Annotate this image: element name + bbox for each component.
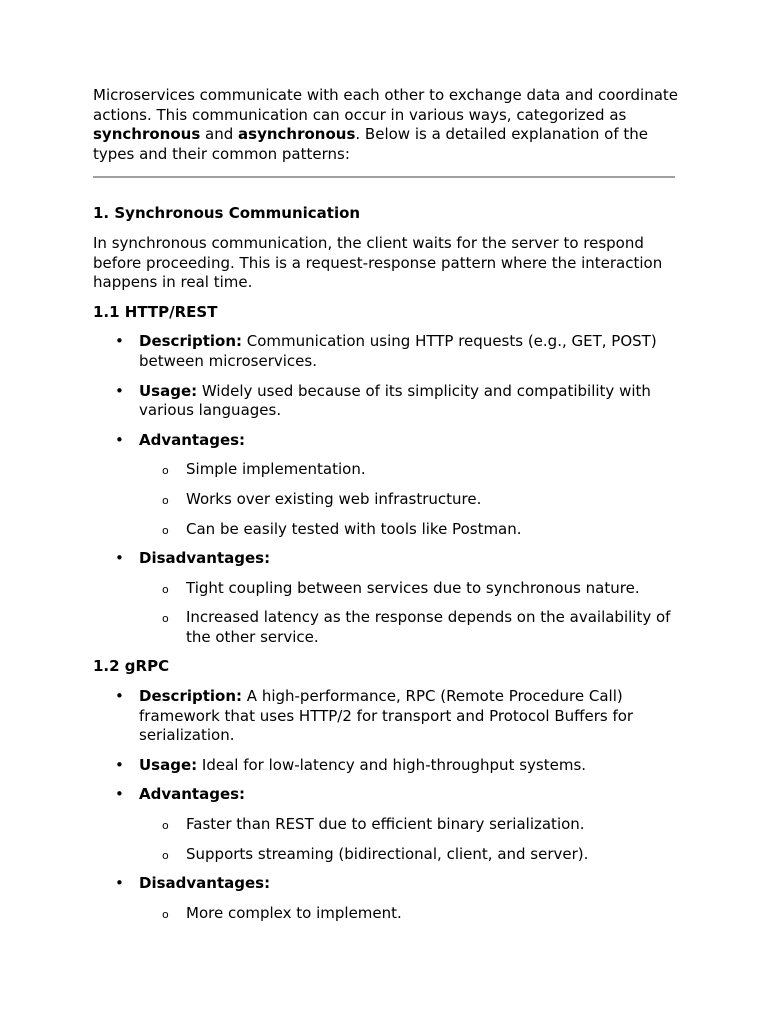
list-item: [139, 460, 683, 480]
usage-text: Widely used because of its simplicity and compatibility with various languages.: [139, 381, 651, 420]
intro-bold-synchronous: synchronous: [93, 125, 201, 144]
disadvantages-sublist: [139, 904, 683, 924]
disadvantages-label: Disadvantages:: [139, 549, 271, 568]
bullet-dot-icon: •: [115, 332, 124, 351]
usage-text: Ideal for low-latency and high-throughput systems.: [197, 755, 587, 774]
description-text: Communication using HTTP requests (e.g., GET, POST) between microservices.: [139, 332, 657, 370]
disadvantage-text: Tight coupling between services due to synchronous nature.: [186, 578, 640, 597]
intro-text-before: Microservices communicate with each other to exchange data and coordinate actions. This communication can occur in various ways, categorized as: [93, 86, 679, 124]
bullet-dot-icon: •: [115, 687, 124, 706]
http-rest-list: [93, 332, 683, 647]
bullet-circle-icon: o: [162, 493, 169, 507]
list-item: [139, 520, 683, 540]
section-paragraph: In synchronous communication, the client waits for the server to respond before proceeding. This is a request-response pattern where the interaction happens in real time.: [93, 233, 663, 292]
bullet-dot-icon: •: [115, 785, 124, 804]
bullet-dot-icon: •: [115, 381, 124, 400]
usage-label: Usage:: [139, 755, 198, 774]
advantage-text: Faster than REST due to efficient binary serialization.: [186, 815, 585, 834]
list-item-advantages: [93, 785, 683, 864]
description-label: Description:: [139, 332, 243, 351]
disadvantages-label: Disadvantages:: [139, 874, 271, 893]
bullet-circle-icon: o: [162, 523, 169, 537]
document-page: [93, 86, 683, 923]
advantages-sublist: [139, 460, 683, 539]
list-item-advantages: [93, 431, 683, 539]
intro-text-mid: and: [200, 125, 239, 144]
bullet-circle-icon: o: [162, 819, 169, 833]
list-item: [139, 608, 683, 647]
description-label: Description:: [139, 687, 243, 706]
horizontal-divider: [93, 176, 675, 178]
list-item: [139, 490, 683, 510]
advantages-label: Advantages:: [139, 430, 246, 449]
advantages-sublist: [139, 815, 683, 864]
advantage-text: Works over existing web infrastructure.: [186, 489, 482, 508]
list-item: [139, 579, 683, 599]
list-item-usage: [93, 756, 683, 776]
bullet-circle-icon: o: [162, 582, 169, 596]
advantage-text: Simple implementation.: [186, 460, 366, 479]
disadvantage-text: More complex to implement.: [186, 903, 402, 922]
list-item-description: [93, 687, 683, 746]
advantages-label: Advantages:: [139, 785, 246, 804]
advantage-text: Can be easily tested with tools like Postman.: [186, 519, 522, 538]
disadvantages-sublist: [139, 579, 683, 648]
list-item-disadvantages: [93, 549, 683, 647]
subsection-heading-http-rest: 1.1 HTTP/REST: [93, 302, 218, 321]
bullet-circle-icon: o: [162, 612, 169, 626]
disadvantage-text: Increased latency as the response depends on the availability of the other service.: [186, 608, 671, 646]
usage-label: Usage:: [139, 381, 198, 400]
list-item-description: [93, 332, 683, 371]
description-text: A high-performance, RPC (Remote Procedure Call) framework that uses HTTP/2 for transport and Protocol Buffers for serialization.: [139, 687, 634, 745]
bullet-dot-icon: •: [115, 874, 124, 893]
intro-bold-asynchronous: asynchronous: [238, 125, 356, 144]
intro-paragraph: [93, 86, 683, 164]
list-item-usage: [93, 382, 683, 421]
advantage-text: Supports streaming (bidirectional, client, and server).: [186, 844, 589, 863]
list-item: [139, 815, 683, 835]
bullet-dot-icon: •: [115, 755, 124, 774]
bullet-circle-icon: o: [162, 907, 169, 921]
bullet-circle-icon: o: [162, 464, 169, 478]
list-item: [139, 845, 683, 865]
intro-text-after: . Below is a detailed explanation of the types and their common patterns:: [93, 125, 648, 163]
bullet-dot-icon: •: [115, 549, 124, 568]
subsection-heading-grpc: 1.2 gRPC: [93, 657, 170, 676]
list-item-disadvantages: [93, 874, 683, 923]
section-heading-synchronous: 1. Synchronous Communication: [93, 204, 361, 223]
list-item: [139, 904, 683, 924]
bullet-circle-icon: o: [162, 848, 169, 862]
grpc-list: [93, 687, 683, 923]
bullet-dot-icon: •: [115, 430, 124, 449]
